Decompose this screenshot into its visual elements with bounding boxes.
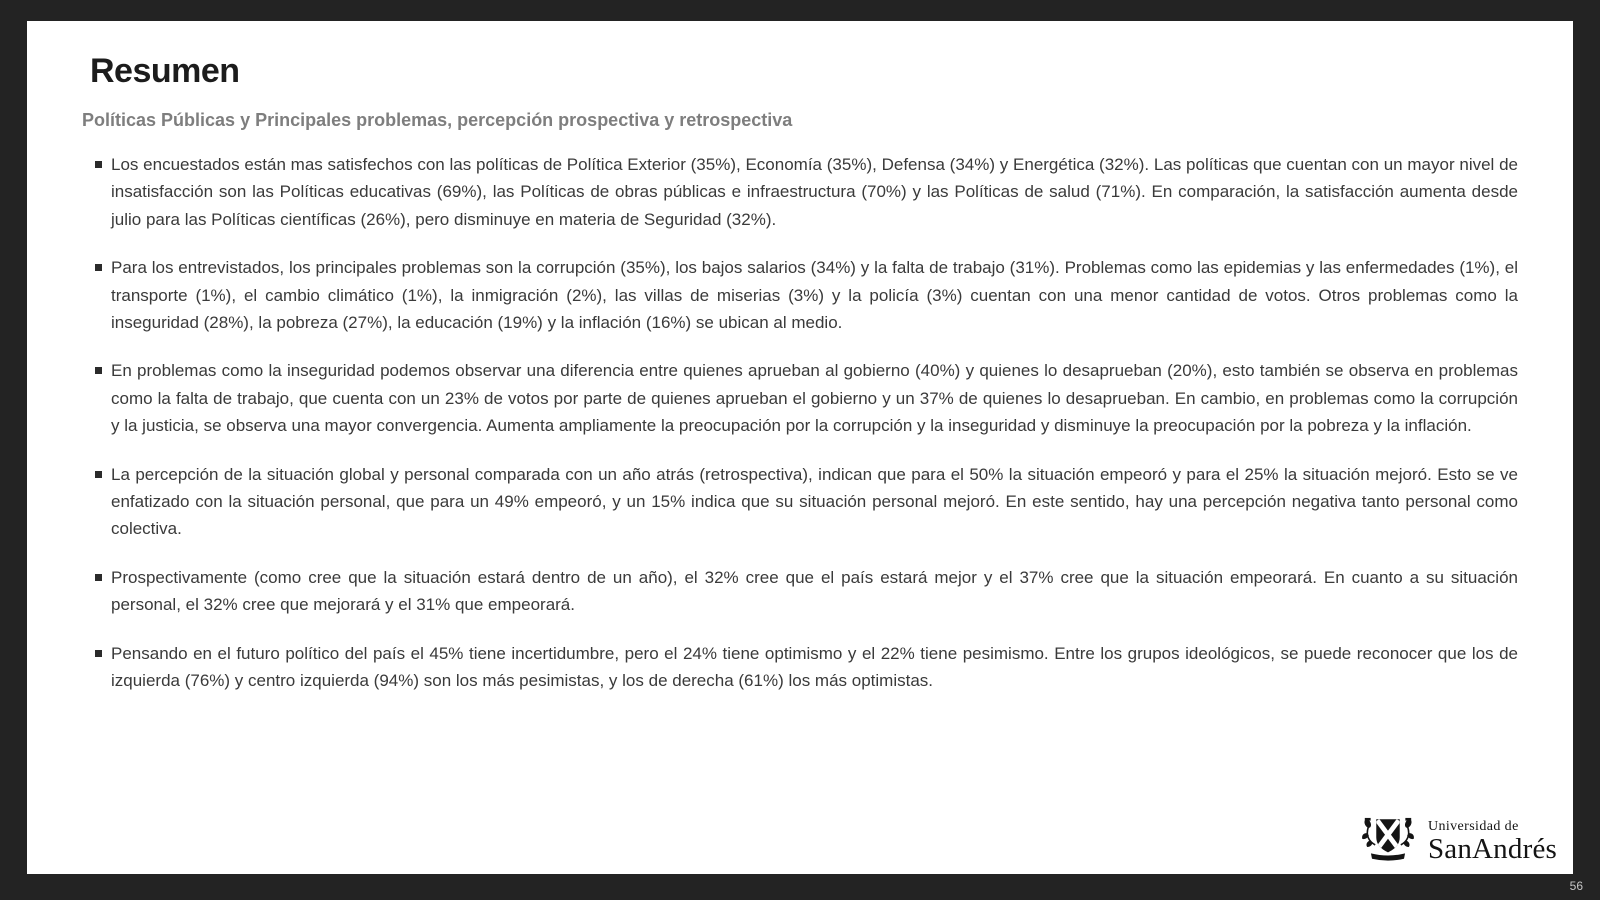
bullet-square-icon xyxy=(95,471,102,478)
bullet-item xyxy=(95,564,1518,619)
bullet-item xyxy=(95,254,1518,336)
university-name-large: SanAndrés xyxy=(1427,833,1557,865)
bullet-text: En problemas como la inseguridad podemos observar una diferencia entre quienes aprueban al gobierno (40%) y quienes lo desaprueban (20%), esto también se observa en problemas como la falta de trabajo, que cuenta con un 23% de votos por parte de quienes aprueban el gobierno y un 37% de quienes lo desaprueban. En cambio, en problemas como la corrupción y la justicia, se observa una mayor convergencia. Aumenta ampliamente la preocupación por la corrupción y la inseguridad y disminuye la preocupación por la pobreza y la inflación. xyxy=(111,361,1518,436)
bullet-square-icon xyxy=(95,367,102,374)
bullet-text: Pensando en el futuro político del país el 45% tiene incertidumbre, pero el 24% tiene optimismo y el 22% tiene pesimismo. Entre los grupos ideológicos, se puede reconocer que los de izquierda (76%) y centro izquierda (94%) son los más pesimistas, y los de derecha (61%) los más optimistas. xyxy=(111,643,1518,691)
university-logo xyxy=(1356,815,1557,868)
slide-title: Resumen xyxy=(90,52,240,90)
slide xyxy=(27,21,1573,874)
university-name-small: Universidad de xyxy=(1427,819,1519,834)
bullet-item xyxy=(95,357,1518,439)
bullet-item xyxy=(95,151,1518,233)
bullet-square-icon xyxy=(95,650,102,657)
bullet-text: Prospectivamente (como cree que la situación estará dentro de un año), el 32% cree que el país estará mejor y el 37% cree que la situación empeorará. En cuanto a su situación personal, el 32% cree que mejorará y el 31% que empeorará. xyxy=(111,567,1518,615)
university-logo-text xyxy=(1428,819,1557,864)
bullet-square-icon xyxy=(95,264,102,271)
bullet-text: Para los entrevistados, los principales problemas son la corrupción (35%), los bajos salarios (34%) y la falta de trabajo (31%). Problemas como las epidemias y las enfermedades (1%), el transporte (1%), el cambio climático (1%), la inmigración (2%), las villas de miserias (3%) y la policía (3%) cuentan con una menor cantidad de votos. Otros problemas como la inseguridad (28%), la pobreza (27%), la educación (19%) y la inflación (16%) se ubican al medio. xyxy=(111,258,1518,333)
slide-subtitle: Políticas Públicas y Principales problemas, percepción prospectiva y retrospectiva xyxy=(82,110,793,130)
bullet-item xyxy=(95,640,1518,695)
page-number: 56 xyxy=(1569,879,1583,893)
bullet-list xyxy=(82,151,1518,695)
bullet-square-icon xyxy=(95,161,102,168)
bullet-item xyxy=(95,461,1518,543)
bullet-text: La percepción de la situación global y personal comparada con un año atrás (retrospectiva), indican que para el 50% la situación empeoró y para el 25% la situación mejoró. Esto se ve enfatizado con la situación personal, que para un 49% empeoró, y un 15% indica que su situación personal mejoró. En este sentido, hay una percepción negativa tanto personal como colectiva. xyxy=(111,464,1518,539)
bullet-square-icon xyxy=(95,574,102,581)
bullet-text: Los encuestados están mas satisfechos con las políticas de Política Exterior (35%), Economía (35%), Defensa (34%) y Energética (32%). Las políticas que cuentan con un mayor nivel de insatisfacción son las Políticas educativas (69%), las Políticas de obras públicas e infraestructura (70%) y las Políticas de salud (71%). En comparación, la satisfacción aumenta desde julio para las Políticas científicas (26%), pero disminuye en materia de Seguridad (32%). xyxy=(111,155,1518,229)
university-crest-icon xyxy=(1356,815,1420,868)
